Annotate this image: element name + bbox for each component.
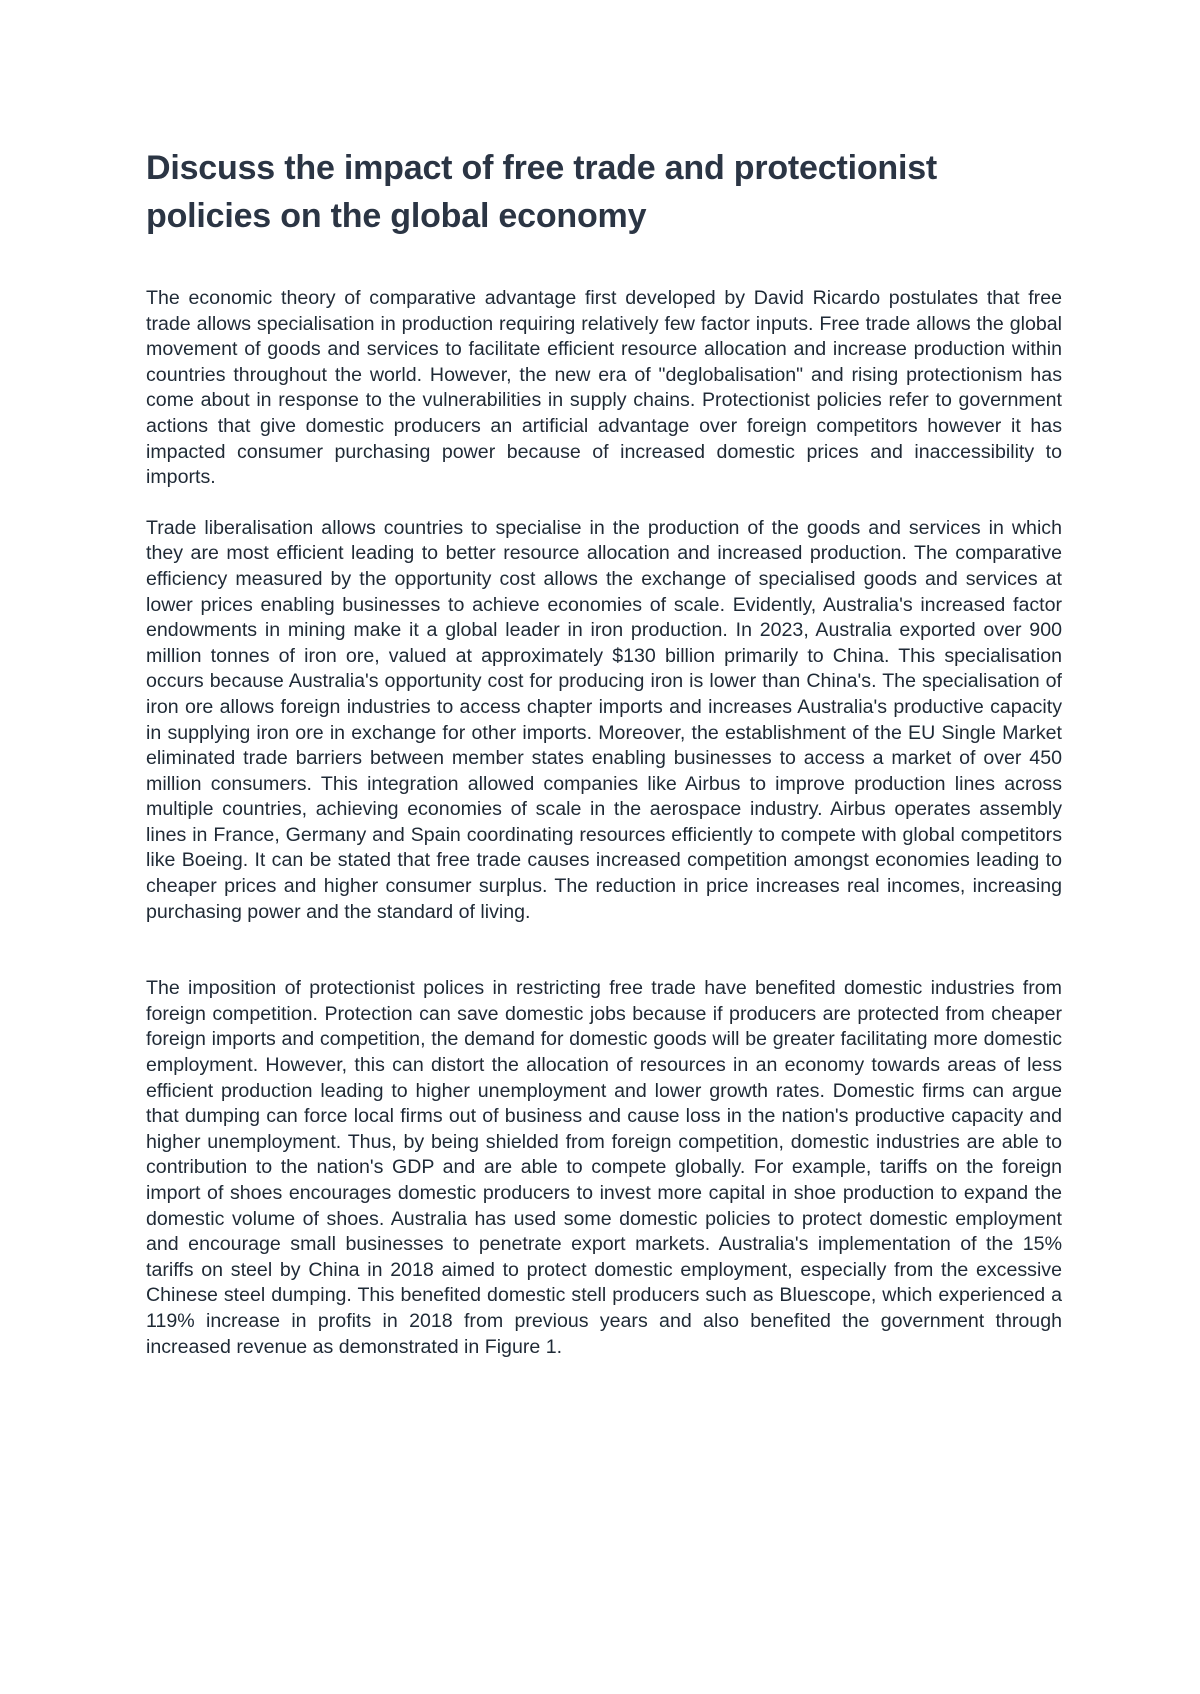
paragraph-protectionism: The imposition of protectionist polices in restricting free trade have benefited domestic industries from foreign competition. Protection can save domestic jobs because if producers are protected from cheaper foreign imports and competition, the demand for domestic goods will be greater facilitating more domestic employment. However, this can distort the allocation of resources in an economy towards areas of less efficient production leading to higher unemployment and lower growth rates. Domestic firms can argue that dumping can force local firms out of business and cause loss in the nation's productive capacity and higher unemployment. Thus, by being shielded from foreign competition, domestic industries are able to contribution to the nation's GDP and are able to compete globally. For example, tariffs on the foreign import of shoes encourages domestic producers to invest more capital in shoe production to expand the domestic volume of shoes. Australia has used some domestic policies to protect domestic employment and encourage small businesses to penetrate export markets. Australia's implementation of the 15% tariffs on steel by China in 2018 aimed to protect domestic employment, especially from the excessive Chinese steel dumping. This benefited domestic stell producers such as Bluescope, which experienced a 119% increase in profits in 2018 from previous years and also benefited the government through increased revenue as demonstrated in Figure 1. (146, 977, 1062, 1358)
paragraph-introduction: The economic theory of comparative advantage first developed by David Ricardo postulates that free trade allows specialisation in production requiring relatively few factor inputs. Free trade allows the global movement of goods and services to facilitate efficient resource allocation and increase production within countries throughout the world. However, the new era of "deglobalisation" and rising protectionism has come about in response to the vulnerabilities in supply chains. Protectionist policies refer to government actions that give domestic producers an artificial advantage over foreign competitors however it has impacted consumer purchasing power because of increased domestic prices and inaccessibility to imports. (146, 287, 1062, 489)
document-page (146, 144, 1062, 1360)
document-title: Discuss the impact of free trade and protectionist policies on the global economy (146, 149, 938, 235)
paragraph-free-trade: Trade liberalisation allows countries to specialise in the production of the goods and services in which they are most efficient leading to better resource allocation and increased production. The comparative efficiency measured by the opportunity cost allows the exchange of specialised goods and services at lower prices enabling businesses to achieve economies of scale. Evidently, Australia's increased factor endowments in mining make it a global leader in iron production. In 2023, Australia exported over 900 million tonnes of iron ore, valued at approximately $130 billion primarily to China. This specialisation occurs because Australia's opportunity cost for producing iron is lower than China's. The specialisation of iron ore allows foreign industries to access chapter imports and increases Australia's productive capacity in supplying iron ore in exchange for other imports. Moreover, the establishment of the EU Single Market eliminated trade barriers between member states enabling businesses to access a market of over 450 million consumers. This integration allowed companies like Airbus to improve production lines across multiple countries, achieving economies of scale in the aerospace industry. Airbus operates assembly lines in France, Germany and Spain coordinating resources efficiently to compete with global competitors like Boeing. It can be stated that free trade causes increased competition amongst economies leading to cheaper prices and higher consumer surplus. The reduction in price increases real incomes, increasing purchasing power and the standard of living. (146, 516, 1062, 923)
